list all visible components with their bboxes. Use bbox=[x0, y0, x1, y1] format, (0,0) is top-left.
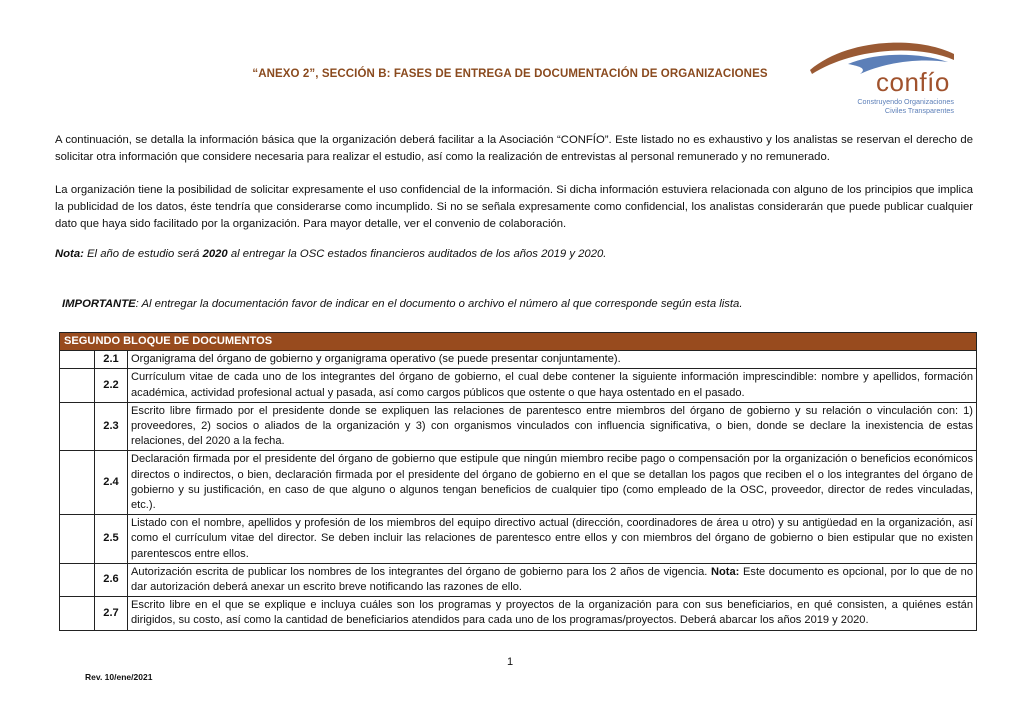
logo-wordmark: confío bbox=[876, 67, 950, 97]
important-note: IMPORTANTE: Al entregar la documentación favor de indicar en el documento o archivo el número al que corresponde según esta lista. bbox=[62, 298, 743, 310]
item-description: Organigrama del órgano de gobierno y organigrama operativo (se puede presentar conjuntamente). bbox=[128, 351, 977, 369]
confidentiality-paragraph: La organización tiene la posibilidad de solicitar expresamente el uso confidencial de la información. Si dicha información estuviera relacionada con alguno de los principios que implica la publicidad de los datos, éste tendría que considerarse como incumplido. Si no se señala expresamente como confidencial, los analistas considerarán que puede publicar cualquier dato que haya sido facilitado por la organización. Para mayor detalle, ver el convenio de colaboración. bbox=[55, 184, 973, 230]
table-row bbox=[60, 563, 977, 596]
table-row bbox=[60, 402, 977, 451]
confio-logo bbox=[808, 40, 958, 118]
item-description: Autorización escrita de publicar los nombres de los integrantes del órgano de gobierno para los 2 años de vigencia. Nota: Este documento es opcional, por lo que de no dar autorización deberá anexar un escrito breve notificando las razones de ello. bbox=[128, 563, 977, 596]
documents-table bbox=[59, 332, 977, 631]
item-description: Escrito libre en el que se explique e incluya cuáles son los programas y proyectos de la organización para con sus beneficiarios, en qué consisten, a quiénes están dirigidos, su costo, así como la cantidad de beneficiarios atendidos para cada uno de los programas/proyectos. Deberá abarcar los años 2019 y 2020. bbox=[128, 597, 977, 630]
document-title: “ANEXO 2”, SECCIÓN B: FASES DE ENTREGA DE DOCUMENTACIÓN DE ORGANIZACIONES bbox=[252, 68, 768, 80]
item-description: Currículum vitae de cada uno de los integrantes del órgano de gobierno, el cual debe contener la siguiente información imprescindible: nombre y apellidos, formación académica, actividad profesional actual y pasada, así como cargos públicos que ostente o que haya ostentado en el pasado. bbox=[128, 369, 977, 402]
table-row bbox=[60, 369, 977, 402]
item-number: 2.7 bbox=[95, 597, 128, 630]
item-number: 2.5 bbox=[95, 515, 128, 564]
table-row bbox=[60, 515, 977, 564]
page-number: 1 bbox=[507, 656, 514, 668]
revision-label: Rev. 10/ene/2021 bbox=[85, 672, 153, 682]
item-description: Declaración firmada por el presidente del órgano de gobierno que estipule que ningún miembro recibe pago o compensación por la organización o beneficios económicos directos o indirectos, o bien, declaración firmada por el presidente del órgano de gobierno en el que se detallan los pagos que reciben el o los integrantes del órgano de gobierno y su justificación, en caso de que alguno o algunos tengan beneficios de cualquier tipo (como empleado de la OSC, proveedor, director de redes vinculadas, etc.). bbox=[128, 451, 977, 515]
item-number: 2.4 bbox=[95, 451, 128, 515]
item-number: 2.1 bbox=[95, 351, 128, 369]
item-number: 2.2 bbox=[95, 369, 128, 402]
table-header-row bbox=[60, 333, 977, 351]
intro-paragraph: A continuación, se detalla la información básica que la organización deberá facilitar a la Asociación “CONFÍO”. Este listado no es exhaustivo y los analistas se reservan el derecho de solicitar otra información que considere necesaria para realizar el estudio, así como la realización de entrevistas al personal remunerado y no remunerado. bbox=[55, 134, 973, 163]
table-row bbox=[60, 351, 977, 369]
item-number: 2.6 bbox=[95, 563, 128, 596]
study-year-note: Nota: El año de estudio será 2020 al entregar la OSC estados financieros auditados de los años 2019 y 2020. bbox=[55, 248, 607, 260]
table-header: SEGUNDO BLOQUE DE DOCUMENTOS bbox=[60, 333, 977, 351]
item-description: Listado con el nombre, apellidos y profesión de los miembros del equipo directivo actual (dirección, coordinadores de área u otro) y su antigüedad en la organización, así como el currículum vitae del director. Se deben incluir las relaciones de parentesco entre ellos y con miembros del órgano de gobierno o bien estipular que no existen parentescos entre ellos. bbox=[128, 515, 977, 564]
item-description: Escrito libre firmado por el presidente donde se expliquen las relaciones de parentesco entre miembros del órgano de gobierno y su relación o vinculación con: 1) proveedores, 2) socios o aliados de la organización y 3) con organismos vinculados con influencia significativa, o bien, donde se declare la inexistencia de estas relaciones, del 2020 a la fecha. bbox=[128, 402, 977, 451]
logo-tagline: Construyendo Organizaciones Civiles Transparentes bbox=[857, 97, 954, 115]
table-row bbox=[60, 597, 977, 630]
table-row bbox=[60, 451, 977, 515]
item-number: 2.3 bbox=[95, 402, 128, 451]
